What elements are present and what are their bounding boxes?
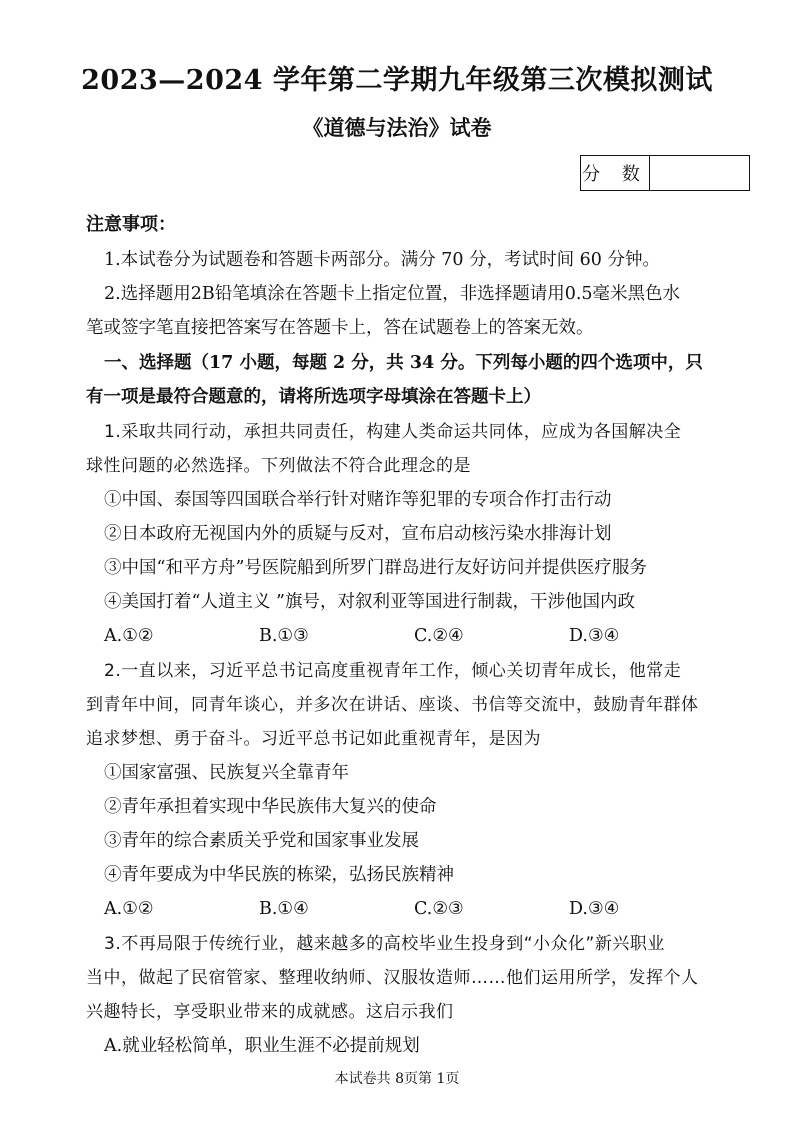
notice-item: 1.本试卷分为试题卷和答题卡两部分。满分 70 分，考试时间 60 分钟。: [104, 250, 660, 270]
exam-title: 2023—2024 学年第二学期九年级第三次模拟测试: [81, 65, 713, 96]
answer-options: [104, 899, 724, 919]
option-c: C.②③: [414, 899, 464, 919]
notice-heading: 注意事项：: [86, 214, 176, 235]
option-b: B.①③: [259, 626, 309, 646]
option-a: A.①②: [104, 626, 154, 646]
question-stem: 追求梦想、勇于奋斗。习近平总书记如此重视青年，是因为: [86, 729, 541, 749]
score-box: [580, 155, 750, 191]
question-stem: 球性问题的必然选择。下列做法不符合此理念的是: [86, 456, 471, 476]
notice-item: 2.选择题用2B铅笔填涂在答题卡上指定位置，非选择题请用0.5毫米黑色水: [104, 284, 681, 304]
question-stem: 兴趣特长，享受职业带来的成就感。这启示我们: [86, 1002, 454, 1022]
option-a: A.①②: [104, 899, 154, 919]
option-c: C.②④: [414, 626, 464, 646]
question-stem: 到青年中间，同青年谈心，并多次在讲话、座谈、书信等交流中，鼓励青年群体: [86, 695, 699, 715]
option-d: D.③④: [569, 899, 620, 919]
question-item: ③青年的综合素质关乎党和国家事业发展: [104, 831, 419, 851]
question-item: ④青年要成为中华民族的栋梁，弘扬民族精神: [104, 865, 454, 885]
question-stem: 1.采取共同行动，承担共同责任，构建人类命运共同体，应成为各国解决全: [104, 422, 682, 442]
option-d: D.③④: [569, 626, 620, 646]
question-stem: 当中，做起了民宿管家、整理收纳师、汉服妆造师……他们运用所学，发挥个人: [86, 968, 699, 988]
question-item: ①国家富强、民族复兴全靠青年: [104, 763, 349, 783]
question-item: ②青年承担着实现中华民族伟大复兴的使命: [104, 797, 437, 817]
question-item: ①中国、泰国等四国联合举行针对赌诈等犯罪的专项合作打击行动: [104, 490, 612, 510]
section-heading: 一、选择题（17 小题，每题 2 分，共 34 分。下列每小题的四个选项中，只: [104, 353, 703, 373]
question-item: ④美国打着“人道主义 ”旗号，对叙利亚等国进行制裁，干涉他国内政: [104, 592, 635, 612]
score-value-field: [650, 156, 749, 190]
exam-subtitle: 《道德与法治》试卷: [302, 115, 492, 140]
option-a: A.就业轻松简单，职业生涯不必提前规划: [104, 1036, 420, 1056]
score-label: 分 数: [581, 156, 650, 190]
option-b: B.①④: [259, 899, 309, 919]
notice-item: 笔或签字笔直接把答案写在答题卡上，答在试题卷上的答案无效。: [86, 318, 594, 338]
section-heading: 有一项是最符合题意的，请将所选项字母填涂在答题卡上）: [86, 387, 541, 407]
question-item: ②日本政府无视国内外的质疑与反对，宣布启动核污染水排海计划: [104, 524, 612, 544]
page-footer: 本试卷共 8页第 1页: [334, 1071, 460, 1087]
question-stem: 2.一直以来，习近平总书记高度重视青年工作，倾心关切青年成长，他常走: [104, 661, 682, 681]
answer-options: [104, 626, 724, 646]
question-stem: 3.不再局限于传统行业，越来越多的高校毕业生投身到“小众化”新兴职业: [104, 934, 665, 954]
question-item: ③中国“和平方舟”号医院船到所罗门群岛进行友好访问并提供医疗服务: [104, 558, 647, 578]
